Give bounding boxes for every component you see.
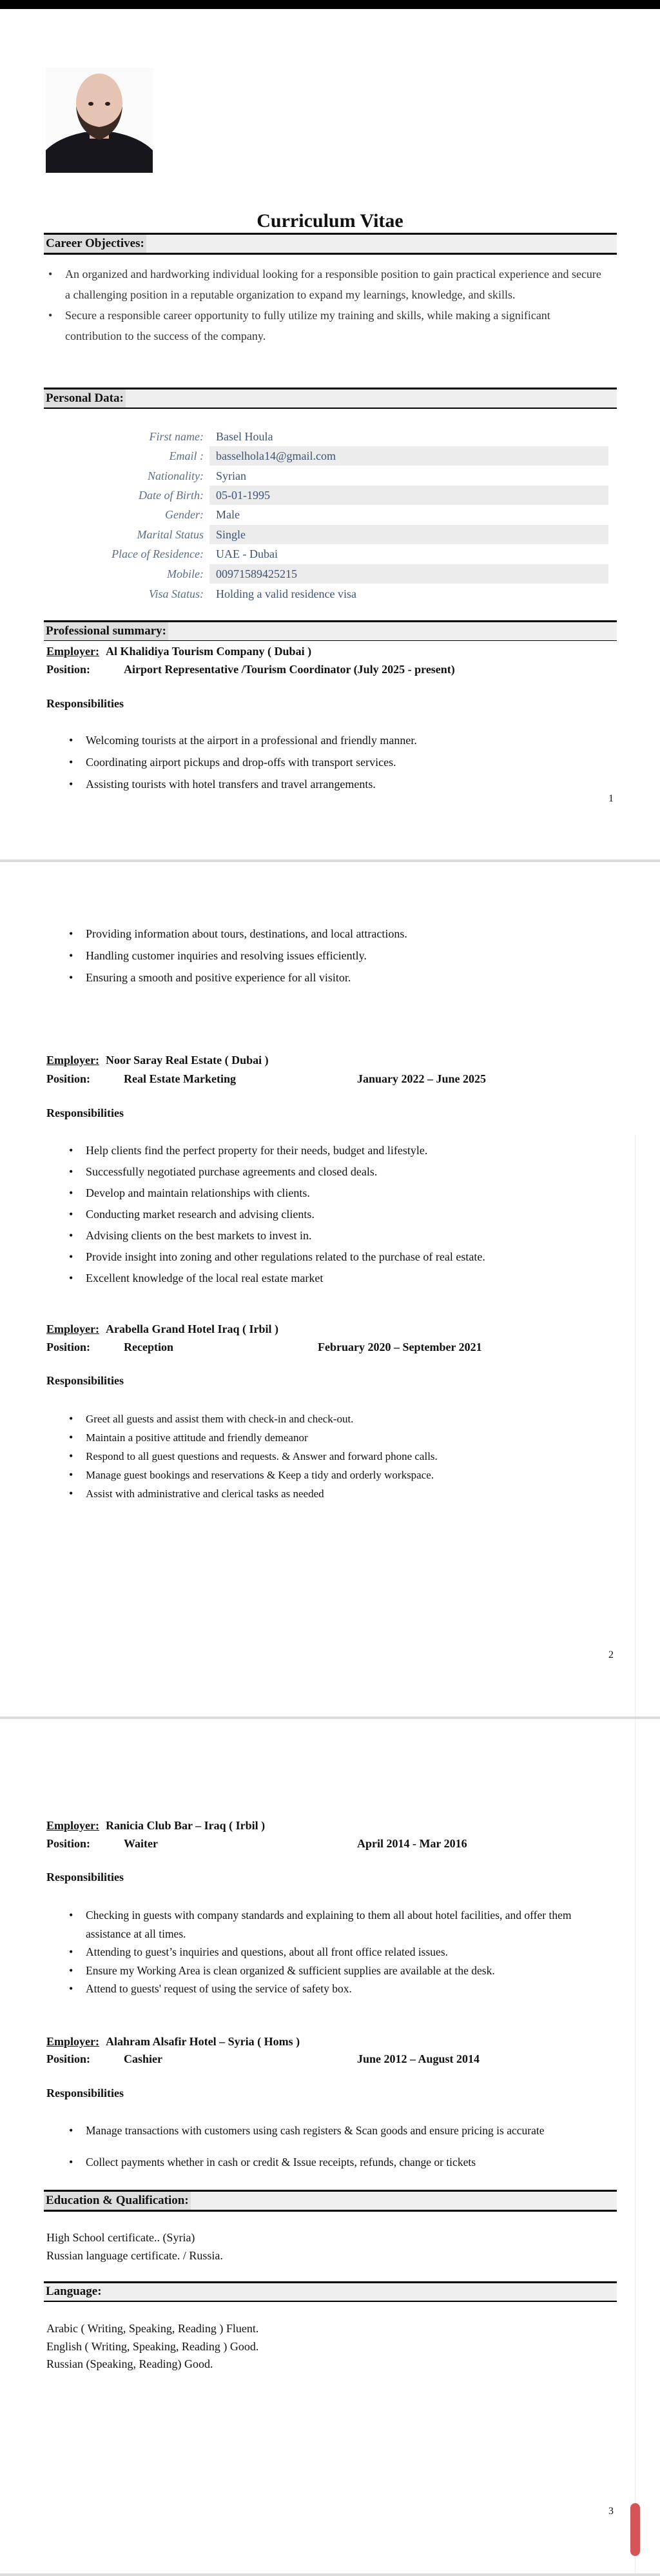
page-separator <box>0 860 660 862</box>
responsibilities-list <box>69 1140 581 1289</box>
language-item: English ( Writing, Speaking, Reading ) Good. <box>46 2339 259 2353</box>
section-band <box>44 389 617 408</box>
responsibilities-list <box>69 2121 617 2172</box>
divider <box>44 2210 617 2212</box>
field-label: Mobile: <box>167 567 204 580</box>
page-number: 2 <box>608 1649 614 1660</box>
field-value: Basel Houla <box>216 430 273 443</box>
position-title: Real Estate Marketing <box>124 1072 236 1085</box>
list-item: • An organized and hardworking individual looking for a responsible position to gain practical experience and secure a challenging position in a reputable organization to expand my learnings, knowledge, and skills. <box>48 264 609 305</box>
personal-row-marital-status <box>0 525 660 544</box>
divider <box>44 253 617 255</box>
field-value: Holding a valid residence visa <box>216 587 356 600</box>
field-value: UAE - Dubai <box>216 547 278 560</box>
list-item: • Providing information about tours, destinations, and local attractions. <box>69 923 610 945</box>
language-item: Russian (Speaking, Reading) Good. <box>46 2357 213 2370</box>
job-position <box>46 662 455 677</box>
field-label: Gender: <box>165 508 204 521</box>
position-label: Position: <box>46 1341 91 1353</box>
list-item: • Assist with administrative and clerical tasks as needed <box>69 1484 623 1503</box>
personal-row-gender <box>0 505 660 524</box>
position-title: Airport Representative /Tourism Coordinator (July 2025 - present) <box>124 663 455 676</box>
job-employer <box>46 2034 300 2049</box>
list-item: • Manage transactions with customers using cash registers & Scan goods and ensure pricing is accurate <box>69 2121 617 2141</box>
language-list <box>46 2320 258 2374</box>
job-employer <box>46 1818 265 1833</box>
list-item: • Develop and maintain relationships with clients. <box>69 1183 581 1204</box>
education-list <box>46 2228 223 2265</box>
job-employer <box>46 1321 278 1337</box>
list-item: • Welcoming tourists at the airport in a professional and friendly manner. <box>69 729 610 751</box>
job-dates: February 2020 – September 2021 <box>318 1341 482 1353</box>
personal-row-mobile <box>0 564 660 584</box>
field-label: Email : <box>169 449 204 462</box>
position-label: Position: <box>46 1837 91 1850</box>
employer-name: Noor Saray Real Estate ( Dubai ) <box>105 1054 269 1067</box>
field-value: Male <box>216 508 240 521</box>
list-item: • Ensure my Working Area is clean organized & sufficient supplies are available at the desk. <box>69 1961 617 1980</box>
list-item: • Assisting tourists with hotel transfers and travel arrangements. <box>69 773 610 795</box>
field-value: 00971589425215 <box>209 564 608 584</box>
responsibilities-heading: Responsibilities <box>46 2087 124 2099</box>
responsibilities-heading: Responsibilities <box>46 1106 124 1119</box>
list-item: • Advising clients on the best markets to invest in. <box>69 1225 581 1246</box>
field-value: basselhola14@gmail.com <box>209 446 608 466</box>
list-item: • Conducting market research and advising clients. <box>69 1204 581 1225</box>
job-employer <box>46 644 311 659</box>
field-label: First name: <box>149 430 204 443</box>
field-value: Single <box>209 525 608 544</box>
employer-name: Arabella Grand Hotel Iraq ( Irbil ) <box>105 1322 278 1335</box>
responsibilities-heading: Responsibilities <box>46 697 124 710</box>
field-label: Visa Status: <box>148 587 204 600</box>
list-item: • Provide insight into zoning and other regulations related to the purchase of real estate. <box>69 1246 581 1268</box>
responsibilities-list <box>69 923 610 988</box>
list-item: • Attending to guest’s inquiries and questions, about all front office related issues. <box>69 1943 617 1961</box>
scrollbar-thumb[interactable] <box>630 2503 640 2556</box>
career-objectives-list <box>48 264 609 346</box>
divider <box>44 2281 617 2283</box>
field-label: Nationality: <box>148 469 204 482</box>
divider <box>44 2301 617 2302</box>
employer-label: Employer: <box>46 1819 99 1832</box>
list-item: • Collect payments whether in cash or credit & Issue receipts, refunds, change or tickets <box>69 2152 617 2172</box>
personal-row-date-of-birth <box>0 486 660 505</box>
job-position <box>46 1071 236 1086</box>
personal-row-first-name <box>0 427 660 446</box>
employer-label: Employer: <box>46 1322 99 1335</box>
job-position <box>46 1339 173 1355</box>
personal-row-nationality <box>0 466 660 486</box>
page-number: 3 <box>608 2506 614 2517</box>
position-label: Position: <box>46 1072 91 1085</box>
section-professional-summary: Professional summary: <box>44 622 168 640</box>
position-label: Position: <box>46 2052 91 2065</box>
section-language: Language: <box>46 2285 102 2298</box>
employer-name: Alahram Alsafir Hotel – Syria ( Homs ) <box>105 2035 300 2048</box>
position-title: Cashier <box>124 2052 162 2065</box>
list-item: • Coordinating airport pickups and drop-offs with transport services. <box>69 751 610 773</box>
list-item: • Help clients find the perfect property for their needs, budget and lifestyle. <box>69 1140 581 1161</box>
page-edge-line <box>635 1135 636 2574</box>
top-bar <box>0 0 660 9</box>
field-value: Syrian <box>216 469 246 482</box>
education-item: High School certificate.. (Syria) <box>46 2231 195 2244</box>
job-employer <box>46 1052 269 1068</box>
divider <box>44 640 617 641</box>
position-title: Reception <box>124 1341 173 1353</box>
responsibilities-list <box>69 1410 623 1503</box>
employer-label: Employer: <box>46 1054 99 1067</box>
section-personal-data: Personal Data: <box>44 389 126 408</box>
list-item: • Maintain a positive attitude and friendly demeanor <box>69 1428 623 1447</box>
list-item: • Attend to guests' request of using the service of safety box. <box>69 1980 617 1998</box>
page-separator <box>0 2573 660 2576</box>
personal-row-visa-status <box>0 584 660 604</box>
job-dates: January 2022 – June 2025 <box>357 1072 487 1085</box>
section-education: Education & Qualification: <box>44 2192 191 2210</box>
list-item: • Manage guest bookings and reservations & Keep a tidy and orderly workspace. <box>69 1466 623 1484</box>
field-label: Date of Birth: <box>139 489 204 502</box>
education-item: Russian language certificate. / Russia. <box>46 2249 223 2262</box>
divider <box>44 408 617 409</box>
personal-row-email <box>0 446 660 466</box>
employer-name: Ranicia Club Bar – Iraq ( Irbil ) <box>105 1819 266 1832</box>
list-item: • Checking in guests with company standards and explaining to them all about hotel facilities, and offer them assistance at all times. <box>69 1906 617 1943</box>
list-item: • Ensuring a smooth and positive experience for all visitor. <box>69 967 610 988</box>
profile-photo <box>46 68 153 173</box>
responsibilities-heading: Responsibilities <box>46 1871 124 1883</box>
job-dates: April 2014 - Mar 2016 <box>357 1837 467 1850</box>
job-dates: June 2012 – August 2014 <box>357 2052 480 2065</box>
position-title: Waiter <box>124 1837 158 1850</box>
list-item: • Successfully negotiated purchase agreements and closed deals. <box>69 1161 581 1183</box>
page-separator <box>0 1716 660 1719</box>
page-number: 1 <box>608 793 614 804</box>
list-item: • Handling customer inquiries and resolving issues efficiently. <box>69 945 610 967</box>
section-career-objectives: Career Objectives: <box>44 235 146 253</box>
employer-label: Employer: <box>46 2035 99 2048</box>
field-value: 05-01-1995 <box>209 486 608 505</box>
job-position <box>46 2051 162 2067</box>
list-item: • Greet all guests and assist them with check-in and check-out. <box>69 1410 623 1428</box>
field-label: Place of Residence: <box>112 547 204 560</box>
responsibilities-heading: Responsibilities <box>46 1374 124 1387</box>
list-item: • Respond to all guest questions and requests. & Answer and forward phone calls. <box>69 1447 623 1466</box>
employer-label: Employer: <box>46 645 99 658</box>
list-item: • Excellent knowledge of the local real estate market <box>69 1268 581 1289</box>
personal-row-residence <box>0 544 660 564</box>
section-band <box>44 2283 617 2301</box>
divider <box>44 388 617 389</box>
responsibilities-list <box>69 729 610 795</box>
employer-name: Al Khalidiya Tourism Company ( Dubai ) <box>105 645 312 658</box>
job-position <box>46 1836 158 1851</box>
language-item: Arabic ( Writing, Speaking, Reading ) Fluent. <box>46 2322 259 2335</box>
field-label: Marital Status <box>137 528 204 541</box>
responsibilities-list <box>69 1906 617 1998</box>
list-item: • Secure a responsible career opportunity to fully utilize my training and skills, while making a significant contribution to the success of the company. <box>48 305 609 346</box>
document-title: Curriculum Vitae <box>257 210 403 231</box>
position-label: Position: <box>46 663 91 676</box>
